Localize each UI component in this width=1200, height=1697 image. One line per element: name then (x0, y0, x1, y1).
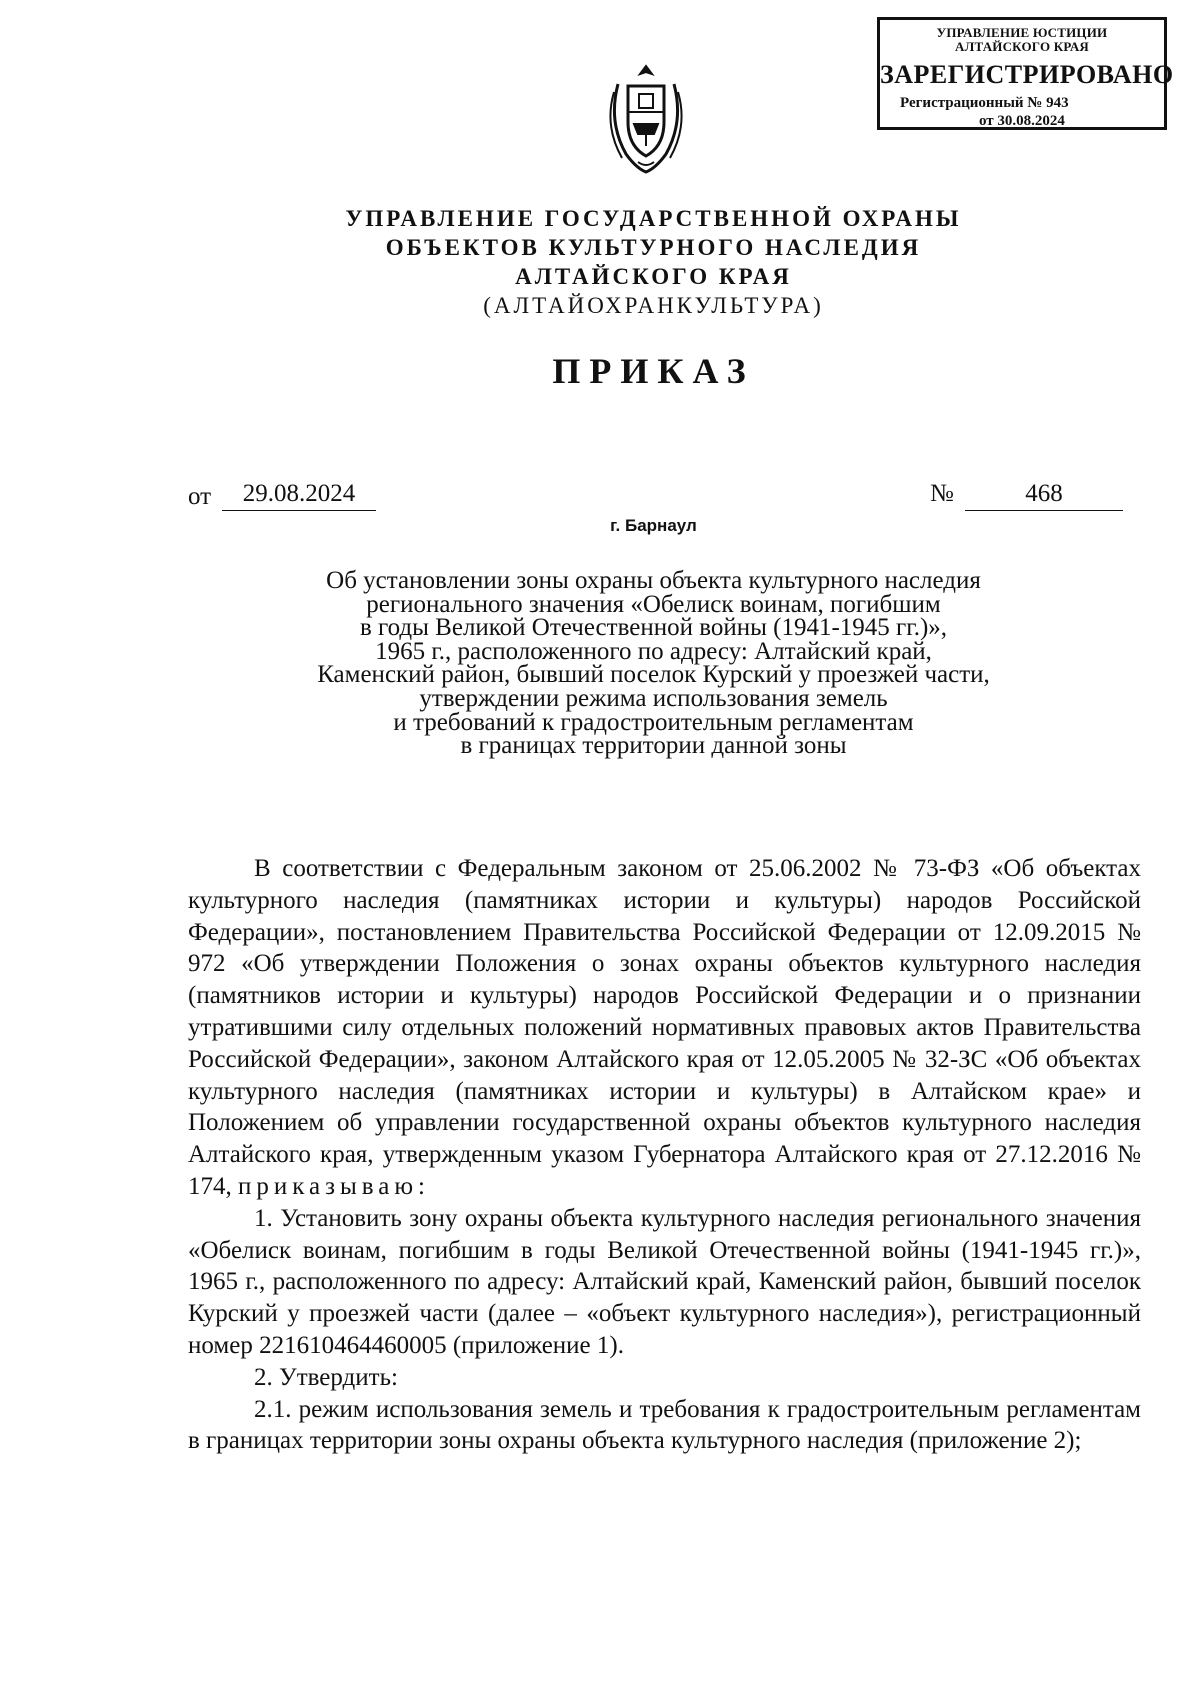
coat-of-arms-emblem (600, 62, 692, 177)
agency-short-name: (АЛТАЙОХРАНКУЛЬТУРА) (483, 293, 824, 318)
registration-stamp (877, 17, 1174, 130)
preamble-text: В соответствии с Федеральным законом от 25.06.2002 № 73-ФЗ «Об объектах культурного наследия (памятниках истории и культуры) народов Российской Федерации», постановлением Правительства Российской Федерации от 12.09.2015 № 972 «Об утверждении Положения о зонах охраны объектов культурного наследия (памятников истории и культуры) народов Российской Федерации и о признании утратившими силу отдельных положений нормативных правовых актов Правительства Российской Федерации», законом Алтайского края от 12.05.2005 № 32-ЗС «Об объектах культурного наследия (памятниках истории и культуры) в Алтайском крае» и Положением об управлении государственной охраны объектов культурного наследия Алтайского края, утвержденным указом Губернатора Алтайского края от 27.12.2016 № 174, (188, 855, 1141, 1200)
order-number: 468 (965, 480, 1123, 511)
stamp-org-line1: УПРАВЛЕНИЕ ЮСТИЦИИ (936, 25, 1108, 40)
order-word: приказываю: (238, 1172, 430, 1200)
subject-line: и требований к градостроительным регламентам (393, 708, 914, 736)
stamp-reg-date: от 30.08.2024 (979, 113, 1065, 129)
order-subject (0, 569, 1200, 758)
date-prefix: от (188, 483, 212, 510)
item-2-paragraph: 2. Утвердить: (254, 1363, 398, 1391)
city-label: г. Барнаул (610, 516, 697, 535)
item-2-1-paragraph: 2.1. режим использования земель и требования к градостроительным регламентам в границах территории зоны охраны объекта культурного наследия (приложение 2); (188, 1395, 1141, 1455)
subject-line: Каменский район, бывший поселок Курский у проезжей части, (317, 661, 990, 689)
agency-name-line2: ОБЪЕКТОВ КУЛЬТУРНОГО НАСЛЕДИЯ (385, 235, 922, 260)
agency-name-line1: УПРАВЛЕНИЕ ГОСУДАРСТВЕННОЙ ОХРАНЫ (345, 206, 962, 231)
subject-line: регионального значения «Обелиск воинам, погибшим (366, 590, 941, 618)
subject-line: в годы Великой Отечественной войны (1941-1945 гг.)», (359, 614, 948, 642)
subject-line: в границах территории данной зоны (460, 732, 847, 760)
order-body (188, 853, 1141, 1457)
preamble-paragraph (188, 853, 1141, 1203)
number-prefix: № (930, 480, 954, 507)
subject-line: 1965 г., расположенного по адресу: Алтайский край, (375, 637, 932, 665)
stamp-reg-number: Регистрационный № 943 (900, 95, 1069, 111)
stamp-status: ЗАРЕГИСТРИРОВАНО (880, 60, 1174, 89)
item-1-paragraph: 1. Установить зону охраны объекта культурного наследия регионального значения «Обелиск воинам, погибшим в годы Великой Отечественной войны (1941-1945 гг.)», 1965 г., расположенного по адресу: Алтайский край, Каменский район, бывший поселок Курский у проезжей части (далее – «объект культурного наследия»), регистрационный номер 221610464460005 (приложение 1). (188, 1204, 1141, 1359)
document-type-title: ПРИКАЗ (552, 351, 755, 391)
order-date: 29.08.2024 (222, 480, 376, 511)
subject-line: Об установлении зоны охраны объекта культурного наследия (326, 567, 981, 594)
agency-name-line3: АЛТАЙСКОГО КРАЯ (515, 264, 792, 289)
stamp-org-line2: АЛТАЙСКОГО КРАЯ (955, 39, 1089, 54)
subject-line: утверждении режима использования земель (419, 684, 888, 712)
